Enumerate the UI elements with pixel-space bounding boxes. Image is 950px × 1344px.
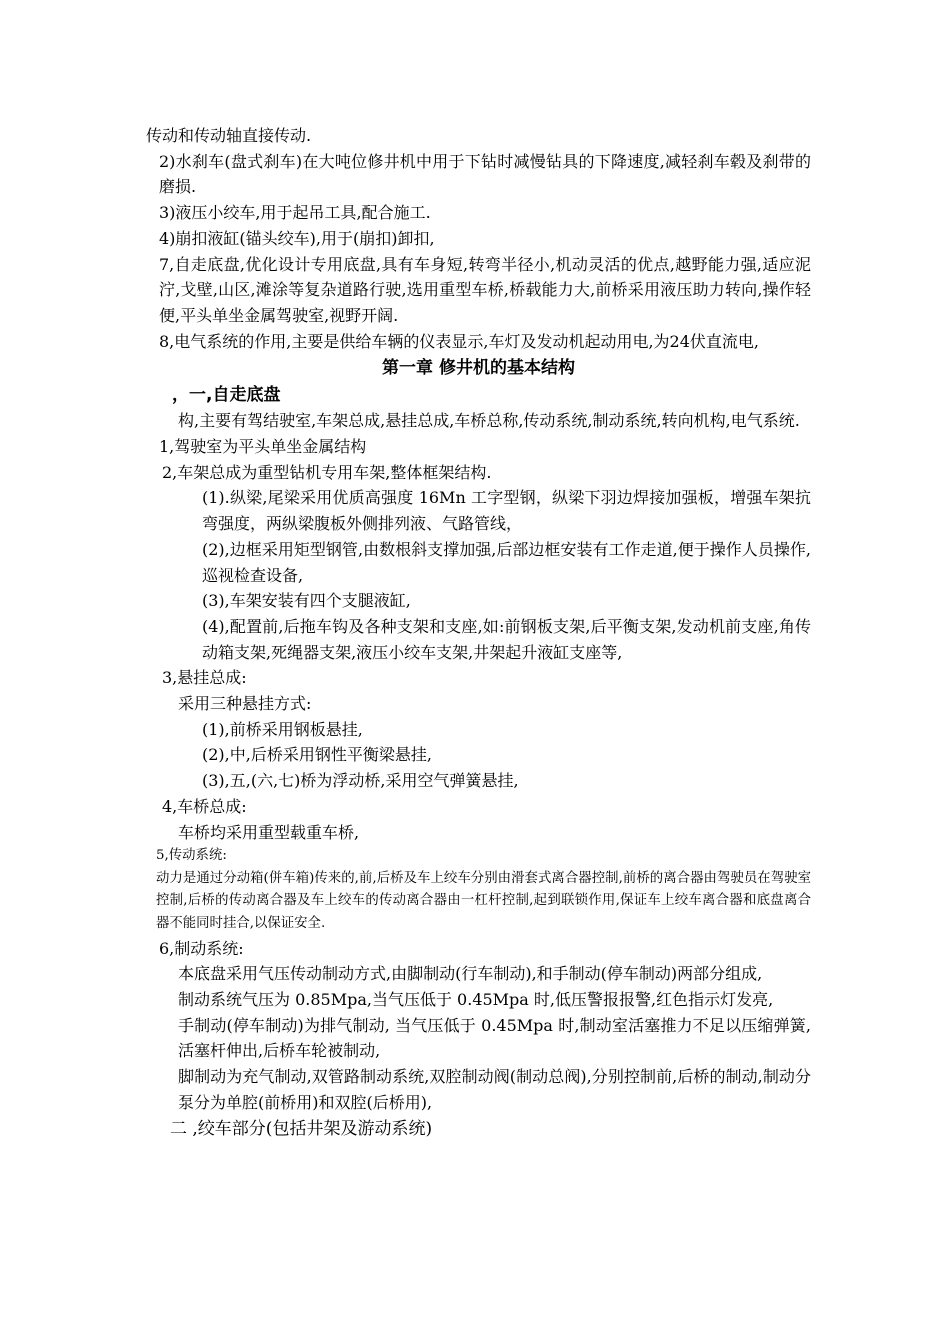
section-heading: ，一,自走底盘 <box>172 385 281 406</box>
paragraph: (4),配置前,后拖车钩及各种支架和支座,如:前钢板支架,后平衡支架,发动机前支座,角传动箱支架,死绳器支架,液压小绞车支架,井架起升液缸支座等, <box>202 616 811 662</box>
paragraph: (2),中,后桥采用钢性平衡梁悬挂, <box>202 745 432 765</box>
paragraph: 3,悬挂总成: <box>162 668 247 688</box>
paragraph: 7,自走底盘,优化设计专用底盘,具有车身短,转弯半径小,机动灵活的优点,越野能力强,适应泥泞,戈壁,山区,滩涂等复杂道路行驶,选用重型车桥,桥载能力大,前桥采用液压助力转向,操作轻便,平头单坐金属驾驶室,视野开阔. <box>159 254 811 325</box>
paragraph: 4)崩扣液缸(锚头绞车),用于(崩扣)卸扣, <box>159 228 435 248</box>
paragraph: 6,制动系统: <box>159 938 244 958</box>
paragraph: 采用三种悬挂方式: <box>178 694 312 714</box>
paragraph: 2)水刹车(盘式刹车)在大吨位修井机中用于下钻时减慢钻具的下降速度,减轻刹车毂及刹带的磨损. <box>159 151 811 197</box>
paragraph: 构,主要有驾结驶室,车架总成,悬挂总成,车桥总称,传动系统,制动系统,转向机构,电气系统. <box>178 411 800 431</box>
paragraph: 3)液压小绞车,用于起吊工具,配合施工. <box>159 203 431 223</box>
paragraph: 4,车桥总成: <box>162 796 247 816</box>
paragraph: (1),前桥采用钢板悬挂, <box>202 719 363 739</box>
paragraph: (3),车架安装有四个支腿液缸, <box>202 591 411 611</box>
paragraph: 8,电气系统的作用,主要是供给车辆的仪表显示,车灯及发动机起动用电,为24伏直流电, <box>159 331 759 351</box>
paragraph: 本底盘采用气压传动制动方式,由脚制动(行车制动),和手制动(停车制动)两部分组成, <box>178 964 763 984</box>
document-body <box>146 123 811 1142</box>
paragraph: (2),边框采用矩型钢管,由数根斜支撑加强,后部边框安装有工作走道,便于操作人员操作,巡视检查设备, <box>202 539 811 585</box>
section-heading: 二 ,绞车部分(包括井架及游动系统) <box>170 1118 433 1139</box>
paragraph: 手制动(停车制动)为排气制动, 当气压低于 0.45Mpa 时,制动室活塞推力不足以压缩弹簧,活塞杆伸出,后桥车轮被制动, <box>178 1015 811 1061</box>
paragraph: 脚制动为充气制动,双管路制动系统,双腔制动阀(制动总阀),分别控制前,后桥的制动,制动分泵分为单腔(前桥用)和双腔(后桥用), <box>178 1067 811 1112</box>
paragraph: (1).纵梁,尾梁采用优质高强度 16Mn 工字型钢，纵梁下羽边焊接加强板，增强车架抗弯强度，两纵梁腹板外侧排列液、气路管线， <box>202 488 811 534</box>
paragraph: 车桥均采用重型载重车桥, <box>178 822 360 842</box>
paragraph: 传动和传动轴直接传动. <box>146 126 312 145</box>
paragraph: 动力是通过分动箱(併车箱)传来的,前,后桥及车上绞车分别由滑套式离合器控制,前桥的离合器由驾驶员在驾驶室控制,后桥的传动离合器及车上绞车的传动离合器由一杠杆控制,起到联锁作用,保证车上绞车离合器和底盘离合器不能同时挂合,以保证安全. <box>156 870 811 932</box>
chapter-title: 第一章 修井机的基本结构 <box>382 358 575 379</box>
paragraph: 5,传动系统: <box>156 848 227 864</box>
paragraph: 1,驾驶室为平头单坐金属结构 <box>159 437 367 457</box>
paragraph: (3),五,(六,七)桥为浮动桥,采用空气弹簧悬挂, <box>202 771 519 791</box>
paragraph: 2,车架总成为重型钻机专用车架,整体框架结构. <box>162 462 492 482</box>
paragraph: 制动系统气压为 0.85Mpa,当气压低于 0.45Mpa 时,低压警报报警,红色指示灯发亮, <box>178 990 774 1010</box>
